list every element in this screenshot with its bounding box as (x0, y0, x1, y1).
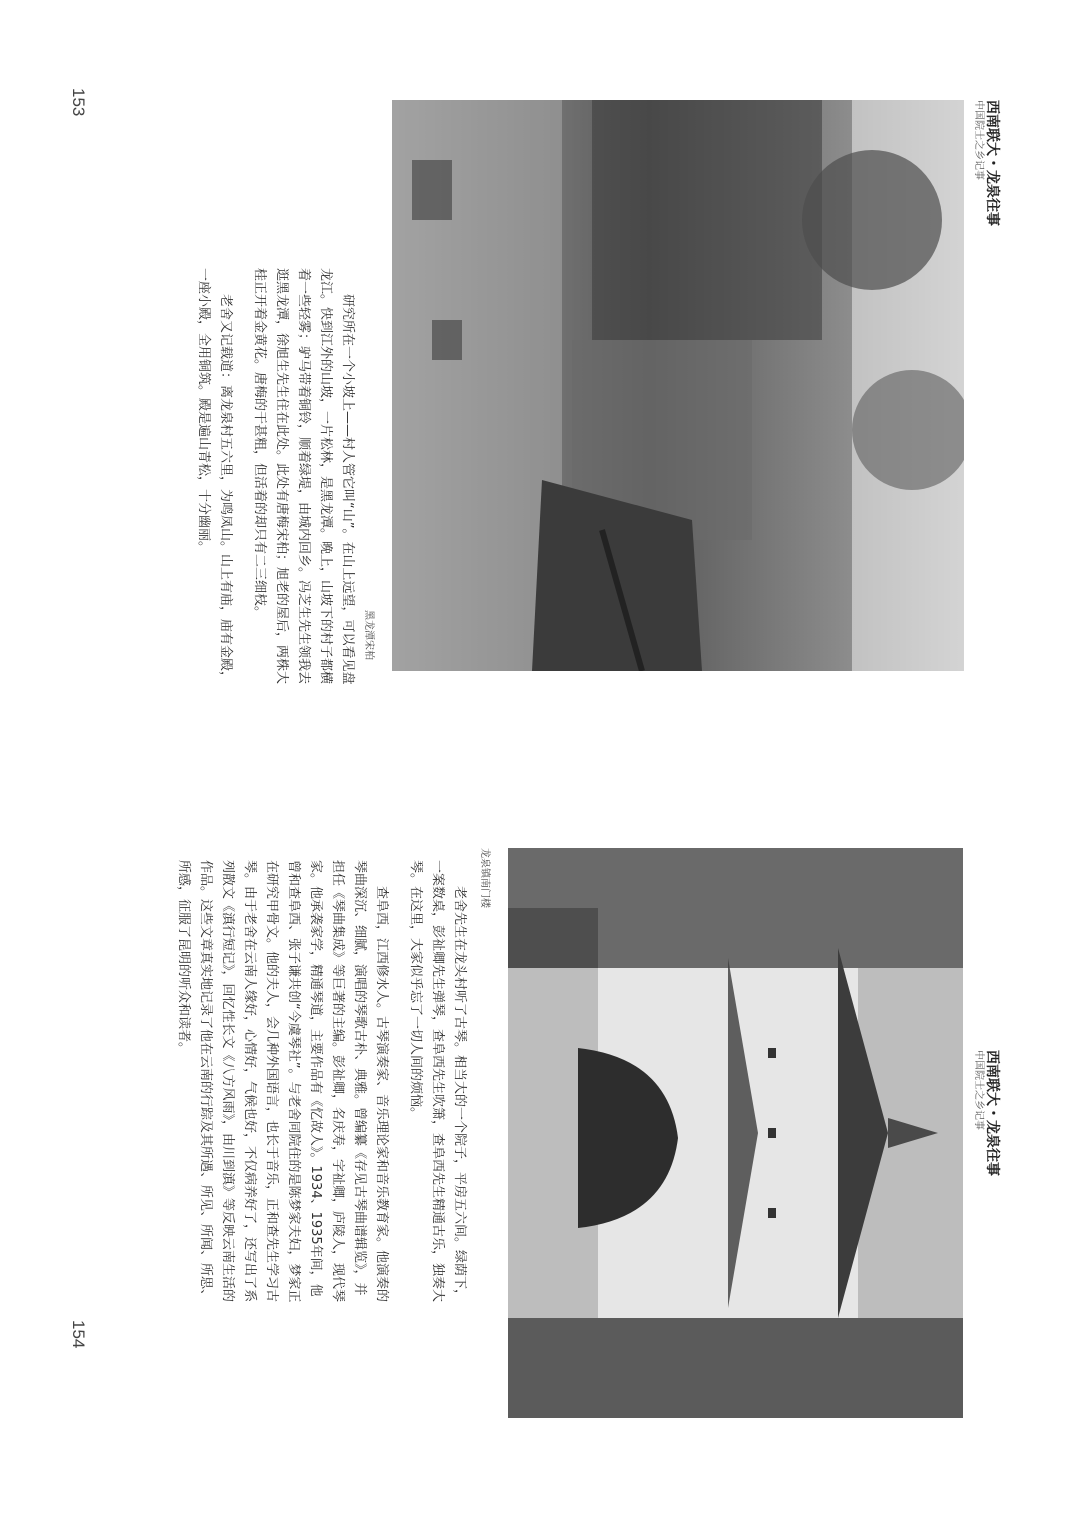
page-154 (0, 760, 1080, 1519)
photo-south-gate-tower (508, 848, 963, 1418)
photo-caption: 黑龙潭宋柏 (363, 610, 374, 660)
header-subtitle: 中国院士之乡记事 (973, 100, 984, 180)
paragraph: 研究所在一个小坡上——村人管它叫“山”。在山上远望，可以看见盘龙江。快到江外的山坡，一片松林，是黑龙潭。晚上，山坡下的村子都横着一些轻雾；驴马带着铜铃，顺着绿堤，由城内回乡。冯芝生先生领我去逛黑龙潭，徐旭生先生住在此处。此处有唐梅宋柏；旭老的屋后，两株大桂正开着金黄花。唐梅的干甚粗，但活着的却只有二三细枝。 (252, 268, 355, 685)
header-title: 西南联大・龙泉往事 (984, 100, 1000, 226)
header-title: 西南联大・龙泉往事 (984, 1050, 1000, 1176)
photo-south-gate-tower-image (508, 848, 963, 1418)
paragraph: 老舍先生在龙头村听了古琴。相当大的一个院子，平房五六间。绿荫下，一案数桌，彭祉卿先生弹琴，查阜西先生吹箫，查阜西先生精通古乐，独奏大琴。在这里，大家似乎忘了一切人间的烦恼。 (408, 860, 467, 1303)
photo-song-cypress (392, 100, 964, 671)
body-text (172, 860, 470, 1304)
header-subtitle: 中国院士之乡记事 (973, 1050, 984, 1130)
page-number: 154 (69, 1320, 88, 1349)
paragraph: 查阜西，江西修水人。古琴演奏家、音乐理论家和音乐教育家。他演奏的琴曲深沉、细腻，演唱的琴歌古朴、典雅。曾编纂《存见古琴曲谱辑览》，并担任《琴曲集成》等巨著的主编。彭祉卿，名庆寿，字祉卿，庐陵人，现代琴家。他承袭家学，精通琴道，主要作品有《忆故人》。1934、1935年间，他曾和查阜西、张子谦共创“今虞琴社”。与老舍同院住的是陈梦家夫妇，梦家正在研究甲骨文。他的夫人，会几种外国语言，也长于音乐，正和查先生学习古琴。由于老舍在云南人缘好，心情好，气候也好，不仅病养好了，还写出了系列散文《滇行短记》，回忆性长文《八方风雨》，由川到滇》等反映云南生活的作品。这些文章真实地记录了他在云南的行踪及其所遇、所见、所闻、所思、所感，征服了昆明的听众和读者。 (176, 860, 389, 1303)
photo-caption: 龙泉镇南门楼 (479, 848, 490, 908)
paragraph: 老舍又记载道：离龙泉村五六里，为鸣凤山。山上有庙，庙有金殿，一座小殿，全用铜筑。殿是遍山青松，十分幽丽。 (196, 268, 233, 685)
photo-song-cypress-image (392, 100, 964, 671)
body-text (192, 268, 358, 686)
page-number: 153 (69, 88, 88, 117)
